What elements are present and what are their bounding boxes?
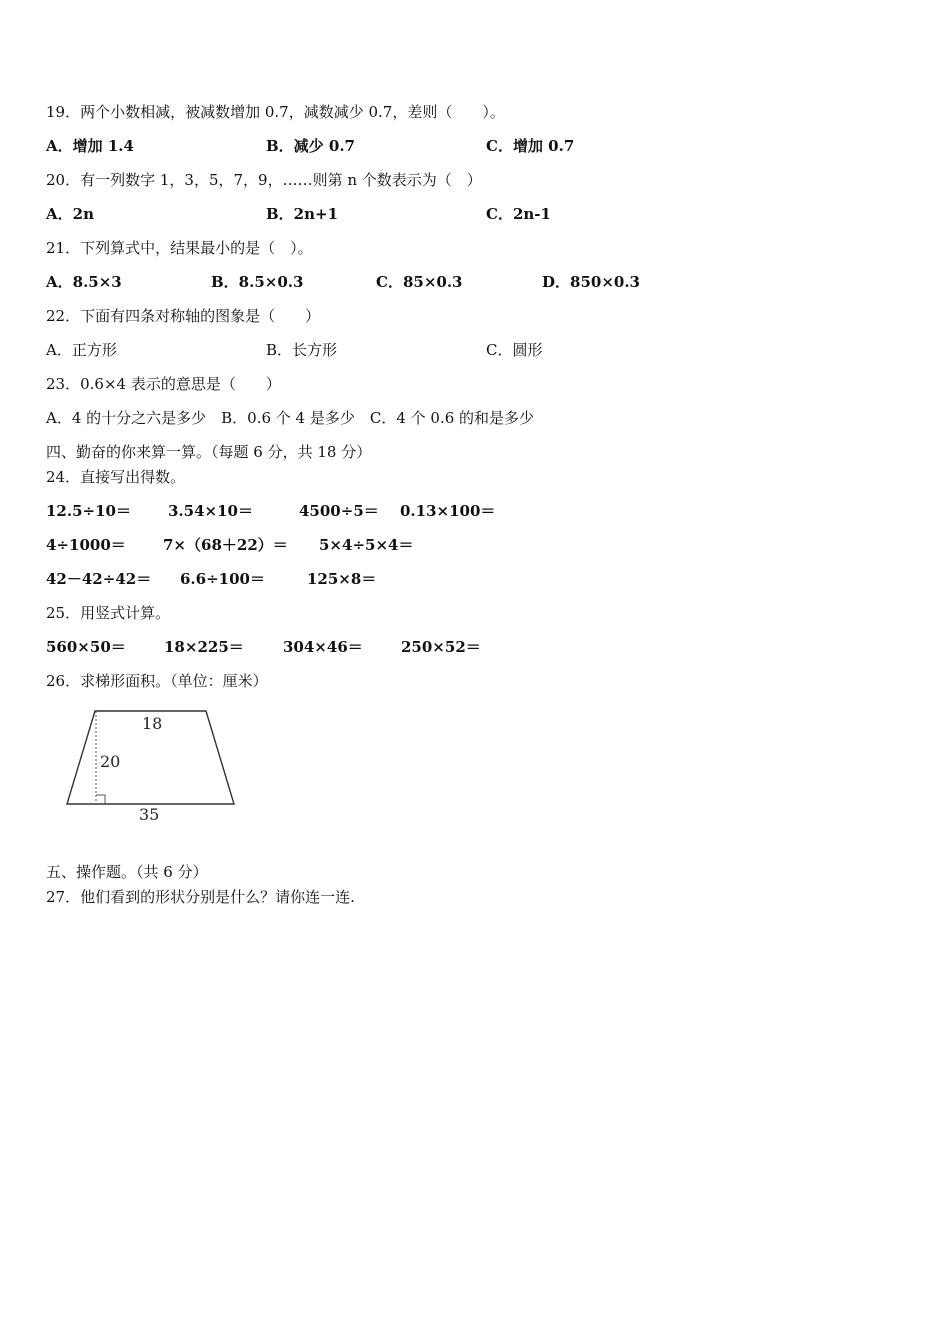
q26-stem: 26．求梯形面积。（单位：厘米） <box>46 672 268 690</box>
section-5-title: 五、操作题。（共 6 分） <box>46 863 208 881</box>
top-base-label: 18 <box>142 714 163 733</box>
q25-item: 250×52＝ <box>401 638 481 656</box>
q24-item: 3.54×10＝ <box>168 502 253 520</box>
q25-item: 560×50＝ <box>46 638 126 656</box>
height-label: 20 <box>100 752 121 771</box>
q20-stem: 20．有一列数字 1，3，5，7，9，……则第 n 个数表示为（ ） <box>46 171 482 189</box>
q22-stem: 22．下面有四条对称轴的图象是（ ） <box>46 307 321 325</box>
q19-option-b: B．减少 0.7 <box>266 137 355 155</box>
q23-options: A．4 的十分之六是多少 B．0.6 个 4 是多少 C．4 个 0.6 的和是多少 <box>46 409 535 427</box>
q24-item: 12.5÷10＝ <box>46 502 131 520</box>
q25-item: 18×225＝ <box>164 638 244 656</box>
q21-option-d: D．850×0.3 <box>542 273 640 291</box>
q25-item: 304×46＝ <box>283 638 363 656</box>
q24-item: 4÷1000＝ <box>46 536 126 554</box>
q24-item: 6.6÷100＝ <box>180 570 265 588</box>
q22-option-b: B．长方形 <box>266 341 338 359</box>
q25-stem: 25．用竖式计算。 <box>46 604 171 622</box>
q20-option-a: A．2n <box>46 205 94 223</box>
q21-option-b: B．8.5×0.3 <box>211 273 304 291</box>
q20-option-b: B．2n+1 <box>266 205 339 223</box>
bottom-base-label: 35 <box>139 805 160 824</box>
q19-option-a: A．增加 1.4 <box>46 137 134 155</box>
q19-option-c: C．增加 0.7 <box>486 137 575 155</box>
q22-option-c: C．圆形 <box>486 341 543 359</box>
q24-item: 4500÷5＝ <box>299 502 379 520</box>
q24-stem: 24．直接写出得数。 <box>46 468 186 486</box>
q24-item: 42－42÷42＝ <box>46 570 152 588</box>
q21-option-c: C．85×0.3 <box>376 273 463 291</box>
q22-option-a: A．正方形 <box>46 341 117 359</box>
q24-item: 7×（68＋22）＝ <box>163 536 288 554</box>
q21-option-a: A．8.5×3 <box>46 273 122 291</box>
q24-item: 5×4÷5×4＝ <box>319 536 414 554</box>
q23-stem: 23．0.6×4 表示的意思是（ ） <box>46 375 281 393</box>
right-angle-mark <box>96 795 105 804</box>
q19-stem: 19．两个小数相减，被减数增加 0.7，减数减少 0.7，差则（ ）。 <box>46 103 505 121</box>
q24-item: 125×8＝ <box>307 570 377 588</box>
q21-stem: 21．下列算式中，结果最小的是（ ）。 <box>46 239 313 257</box>
trapezoid-figure <box>60 705 250 825</box>
q20-option-c: C．2n-1 <box>486 205 551 223</box>
trapezoid-svg <box>60 705 250 825</box>
q27-stem: 27．他们看到的形状分别是什么？请你连一连. <box>46 888 355 906</box>
section-4-title: 四、勤奋的你来算一算。（每题 6 分，共 18 分） <box>46 443 372 461</box>
q24-item: 0.13×100＝ <box>400 502 496 520</box>
